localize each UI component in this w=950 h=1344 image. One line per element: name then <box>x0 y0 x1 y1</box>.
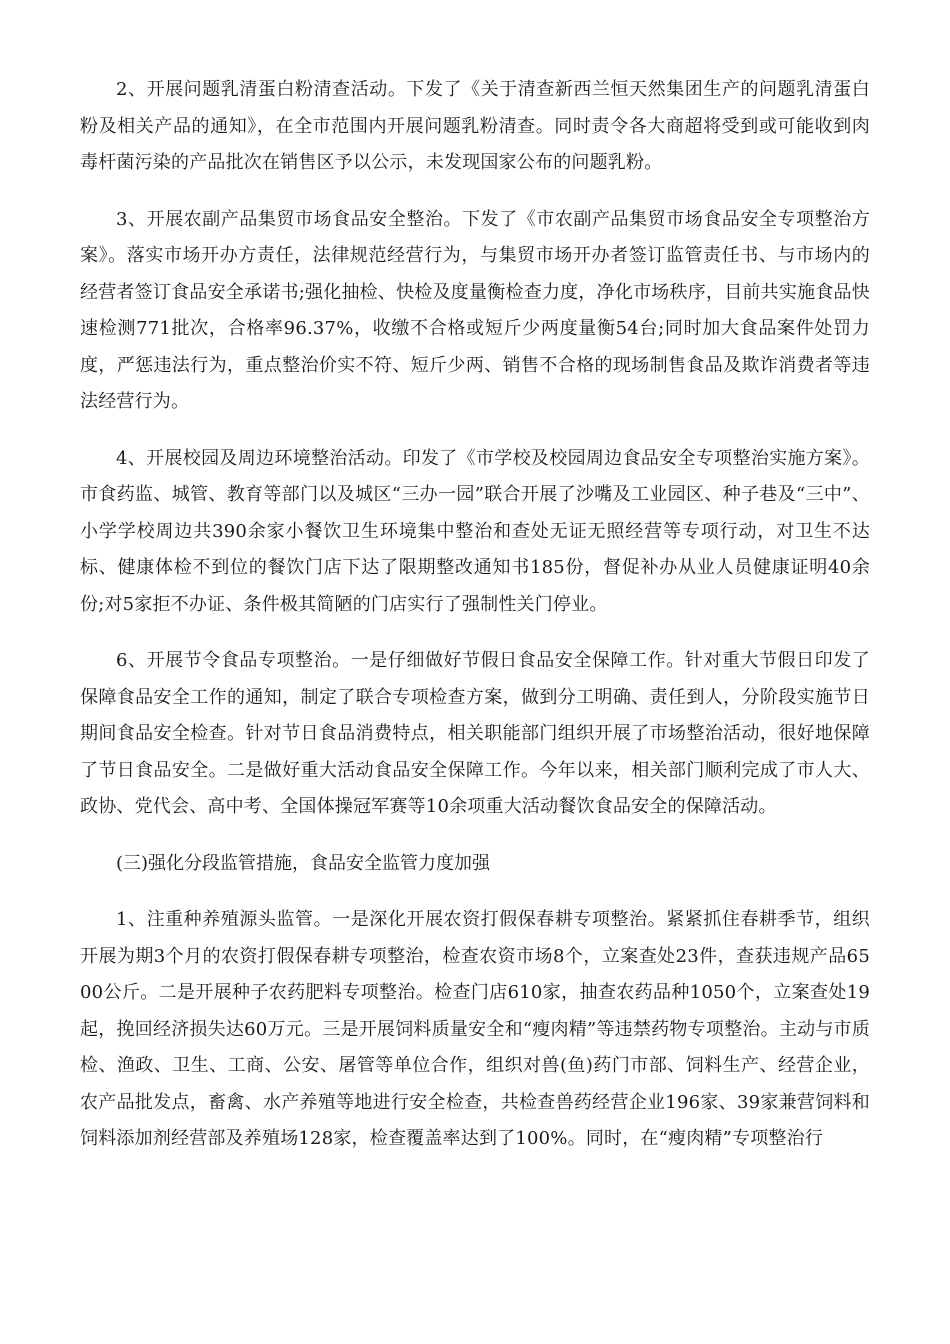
document-page <box>80 72 870 1178</box>
paragraph-item-1: 1、注重种养殖源头监管。一是深化开展农资打假保春耕专项整治。紧紧抓住春耕季节，组织开展为期3个月的农资打假保春耕专项整治，检查农资市场8个，立案查处23件，查获违规产品6500公斤。二是开展种子农药肥料专项整治。检查门店610家，抽查农药品种1050个，立案查处19起，挽回经济损失达60万元。三是开展饲料质量安全和“瘦肉精”等违禁药物专项整治。主动与市质检、渔政、卫生、工商、公安、屠管等单位合作，组织对兽(鱼)药门市部、饲料生产、经营企业，农产品批发点，畜禽、水产养殖等地进行安全检查，共检查兽药经营企业196家、39家兼营饲料和饲料添加剂经营部及养殖场128家，检查覆盖率达到了100%。同时，在“瘦肉精”专项整治行 <box>80 909 870 1149</box>
paragraph-item-6: 6、开展节令食品专项整治。一是仔细做好节假日食品安全保障工作。针对重大节假日印发了保障食品安全工作的通知，制定了联合专项检查方案，做到分工明确、责任到人，分阶段实施节日期间食品安全检查。针对节日食品消费特点，相关职能部门组织开展了市场整治活动，很好地保障了节日食品安全。二是做好重大活动食品安全保障工作。今年以来，相关部门顺利完成了市人大、政协、党代会、高中考、全国体操冠军赛等10余项重大活动餐饮食品安全的保障活动。 <box>80 650 870 817</box>
paragraph-item-3: 3、开展农副产品集贸市场食品安全整治。下发了《市农副产品集贸市场食品安全专项整治方案》。落实市场开办方责任，法律规范经营行为，与集贸市场开办者签订监管责任书、与市场内的经营者签订食品安全承诺书;强化抽检、快检及度量衡检查力度，净化市场秩序，目前共实施食品快速检测771批次，合格率96.37%，收缴不合格或短斤少两度量衡54台;同时加大食品案件处罚力度，严惩违法行为，重点整治价实不符、短斤少两、销售不合格的现场制售食品及欺诈消费者等违法经营行为。 <box>80 208 870 412</box>
paragraph-item-4: 4、开展校园及周边环境整治活动。印发了《市学校及校园周边食品安全专项整治实施方案》。市食药监、城管、教育等部门以及城区“三办一园”联合开展了沙嘴及工业园区、种子巷及“三中”、小学学校周边共390余家小餐饮卫生环境集中整治和查处无证无照经营等专项行动，对卫生不达标、健康体检不到位的餐饮门店下达了限期整改通知书185份，督促补办从业人员健康证明40余份;对5家拒不办证、条件极其简陋的门店实行了强制性关门停业。 <box>80 447 870 615</box>
section-heading: (三)强化分段监管措施，食品安全监管力度加强 <box>116 852 491 874</box>
paragraph-item-2: 2、开展问题乳清蛋白粉清查活动。下发了《关于清查新西兰恒天然集团生产的问题乳清蛋白粉及相关产品的通知》，在全市范围内开展问题乳粉清查。同时责令各大商超将受到或可能收到肉毒杆菌污染的产品批次在销售区予以公示，未发现国家公布的问题乳粉。 <box>80 79 870 173</box>
